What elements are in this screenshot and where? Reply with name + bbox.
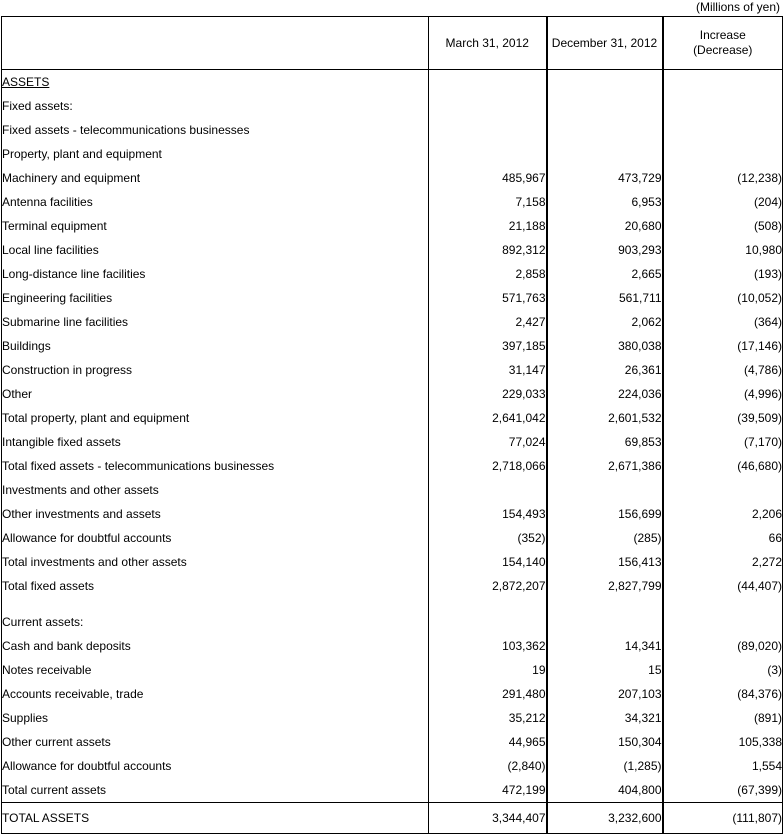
row-value-december-31-2012: 561,711 [547,286,663,310]
row-value-march-31-2012: 154,140 [429,550,547,574]
row-label: Total property, plant and equipment [2,406,429,430]
row-label: Investments and other assets [2,478,429,502]
row-label: Fixed assets - telecommunications businesses [2,118,429,142]
row-value-december-31-2012: 2,665 [547,262,663,286]
row-value-march-31-2012: 35,212 [429,706,547,730]
row-value-march-31-2012: 103,362 [429,634,547,658]
row-value-march-31-2012: (352) [429,526,547,550]
section-title-assets [2,70,429,95]
row-value-march-31-2012: 44,965 [429,730,547,754]
table-row [2,634,783,658]
row-value-increase-decrease: (44,407) [663,574,783,598]
table-row [2,214,783,238]
row-value-march-31-2012: 21,188 [429,214,547,238]
row-value-march-31-2012: 397,185 [429,334,547,358]
row-value-increase-decrease [663,94,783,118]
row-value-increase-decrease [663,610,783,634]
row-value-march-31-2012: 7,158 [429,190,547,214]
table-row [2,142,783,166]
header-label-column [2,17,429,70]
row-value-increase-decrease: (12,238) [663,166,783,190]
row-value-december-31-2012: 404,800 [547,778,663,803]
row-value-december-31-2012: (1,285) [547,754,663,778]
row-value-december-31-2012: 903,293 [547,238,663,262]
header-column-december-31-2012: December 31, 2012 [547,17,663,70]
row-value-december-31-2012: (285) [547,526,663,550]
row-value-increase-decrease: (3) [663,658,783,682]
row-value-march-31-2012: 2,858 [429,262,547,286]
total-assets-delta: (111,807) [663,803,783,834]
row-value-march-31-2012: 77,024 [429,430,547,454]
row-value-march-31-2012: 229,033 [429,382,547,406]
table-row [2,118,783,142]
table-row [2,454,783,478]
table-row [2,706,783,730]
row-value-march-31-2012: 485,967 [429,166,547,190]
section-title-prev [429,70,547,95]
row-label: Notes receivable [2,658,429,682]
row-label: Machinery and equipment [2,166,429,190]
table-row [2,406,783,430]
row-value-increase-decrease: 2,206 [663,502,783,526]
row-value-increase-decrease [663,478,783,502]
row-value-march-31-2012: 291,480 [429,682,547,706]
row-value-increase-decrease: (508) [663,214,783,238]
row-value-march-31-2012: 2,641,042 [429,406,547,430]
row-value-december-31-2012: 2,671,386 [547,454,663,478]
row-value-december-31-2012: 473,729 [547,166,663,190]
row-value-december-31-2012: 380,038 [547,334,663,358]
row-value-increase-decrease: 66 [663,526,783,550]
section-title-delta [663,70,783,95]
total-assets-curr: 3,232,600 [547,803,663,834]
row-label: Total current assets [2,778,429,803]
row-label: Other investments and assets [2,502,429,526]
row-value-increase-decrease: 105,338 [663,730,783,754]
row-value-december-31-2012: 156,413 [547,550,663,574]
row-label: Construction in progress [2,358,429,382]
row-value-increase-decrease: (89,020) [663,634,783,658]
row-label: Terminal equipment [2,214,429,238]
table-row [2,430,783,454]
spacer-prev [429,598,547,610]
row-value-march-31-2012: 154,493 [429,502,547,526]
row-value-march-31-2012: (2,840) [429,754,547,778]
row-label: Accounts receivable, trade [2,682,429,706]
section-title-row [2,70,783,95]
section-title-text: ASSETS [2,75,50,89]
row-value-december-31-2012 [547,94,663,118]
row-label: Cash and bank deposits [2,634,429,658]
row-value-december-31-2012: 150,304 [547,730,663,754]
table-row [2,658,783,682]
row-label: Total investments and other assets [2,550,429,574]
row-value-march-31-2012: 19 [429,658,547,682]
spacer-curr [547,598,663,610]
row-label: Buildings [2,334,429,358]
row-label: Submarine line facilities [2,310,429,334]
row-value-march-31-2012 [429,118,547,142]
row-value-increase-decrease: 10,980 [663,238,783,262]
row-value-march-31-2012 [429,610,547,634]
row-value-december-31-2012: 207,103 [547,682,663,706]
row-value-december-31-2012 [547,118,663,142]
row-value-december-31-2012: 2,601,532 [547,406,663,430]
row-value-march-31-2012: 31,147 [429,358,547,382]
spacer-label [2,598,429,610]
total-assets-prev: 3,344,407 [429,803,547,834]
row-value-increase-decrease: (17,146) [663,334,783,358]
row-value-increase-decrease: (10,052) [663,286,783,310]
row-value-march-31-2012: 2,872,207 [429,574,547,598]
row-value-march-31-2012 [429,94,547,118]
row-value-march-31-2012: 571,763 [429,286,547,310]
row-value-march-31-2012 [429,142,547,166]
header-column-march-31-2012: March 31, 2012 [429,17,547,70]
table-row [2,574,783,598]
assets-balance-sheet-table [1,16,783,834]
table-row [2,478,783,502]
row-value-december-31-2012: 20,680 [547,214,663,238]
row-value-december-31-2012: 34,321 [547,706,663,730]
table-row [2,310,783,334]
row-label: Fixed assets: [2,94,429,118]
row-value-increase-decrease: 2,272 [663,550,783,574]
row-value-december-31-2012: 2,827,799 [547,574,663,598]
table-row [2,610,783,634]
table-row [2,166,783,190]
row-label: Current assets: [2,610,429,634]
table-row [2,778,783,803]
row-label: Other [2,382,429,406]
row-value-march-31-2012: 892,312 [429,238,547,262]
row-label: Total fixed assets - telecommunications businesses [2,454,429,478]
table-row [2,550,783,574]
row-value-increase-decrease: (39,509) [663,406,783,430]
row-value-december-31-2012: 156,699 [547,502,663,526]
row-value-march-31-2012: 2,718,066 [429,454,547,478]
row-value-december-31-2012: 14,341 [547,634,663,658]
row-label: Intangible fixed assets [2,430,429,454]
table-header-row [2,17,783,70]
header-column-increase-decrease [663,17,783,70]
table-row [2,682,783,706]
row-label: Property, plant and equipment [2,142,429,166]
row-value-december-31-2012: 224,036 [547,382,663,406]
total-assets-label: TOTAL ASSETS [2,803,429,834]
row-value-december-31-2012: 26,361 [547,358,663,382]
row-value-increase-decrease: (4,786) [663,358,783,382]
row-value-december-31-2012: 2,062 [547,310,663,334]
row-value-increase-decrease: (4,996) [663,382,783,406]
row-value-increase-decrease: (84,376) [663,682,783,706]
table-row [2,262,783,286]
row-value-march-31-2012 [429,478,547,502]
row-value-march-31-2012: 472,199 [429,778,547,803]
row-value-december-31-2012 [547,478,663,502]
row-label: Supplies [2,706,429,730]
spacer-delta [663,598,783,610]
row-value-december-31-2012 [547,142,663,166]
row-label: Antenna facilities [2,190,429,214]
table-row [2,94,783,118]
row-value-march-31-2012: 2,427 [429,310,547,334]
row-value-december-31-2012: 6,953 [547,190,663,214]
row-value-increase-decrease [663,142,783,166]
table-row [2,238,783,262]
row-label: Local line facilities [2,238,429,262]
table-row [2,526,783,550]
row-label: Engineering facilities [2,286,429,310]
row-label: Other current assets [2,730,429,754]
row-value-december-31-2012 [547,610,663,634]
table-row [2,358,783,382]
row-value-increase-decrease: (204) [663,190,783,214]
section-title-curr [547,70,663,95]
header-increase-line1: Increase [699,28,746,42]
row-value-increase-decrease: (891) [663,706,783,730]
table-row [2,286,783,310]
header-increase-line2: (Decrease) [693,43,753,57]
units-note: (Millions of yen) [695,0,780,14]
row-label: Long-distance line facilities [2,262,429,286]
row-value-increase-decrease: (46,680) [663,454,783,478]
table-row [2,190,783,214]
table-row [2,334,783,358]
row-value-december-31-2012: 15 [547,658,663,682]
table-row [2,754,783,778]
row-value-increase-decrease: 1,554 [663,754,783,778]
table-body [2,70,783,803]
row-label: Allowance for doubtful accounts [2,754,429,778]
row-value-increase-decrease: (7,170) [663,430,783,454]
table-row [2,502,783,526]
row-value-december-31-2012: 69,853 [547,430,663,454]
row-value-increase-decrease: (364) [663,310,783,334]
row-value-increase-decrease: (67,399) [663,778,783,803]
row-value-increase-decrease: (193) [663,262,783,286]
row-value-increase-decrease [663,118,783,142]
row-label: Total fixed assets [2,574,429,598]
spacer-row [2,598,783,610]
row-label: Allowance for doubtful accounts [2,526,429,550]
total-assets-row [2,803,783,834]
table-row [2,730,783,754]
table-row [2,382,783,406]
